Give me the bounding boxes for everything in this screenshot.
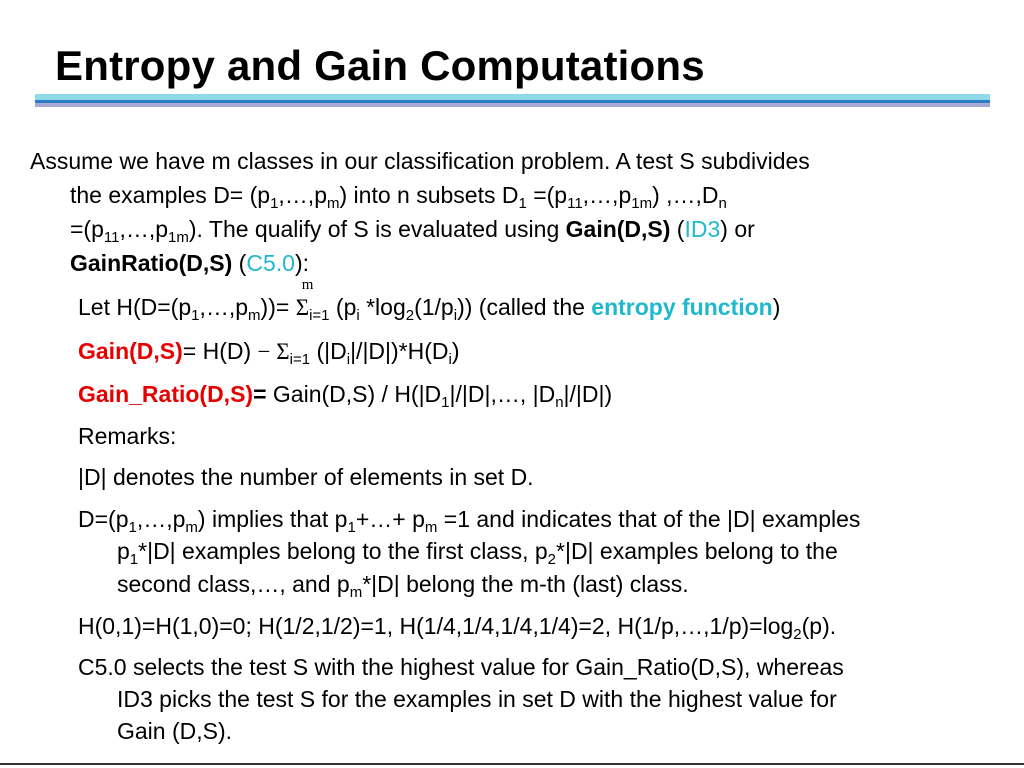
gain-formula: Gain(D,S)= $H(D) - \Sigma_{i=1}$ $(|D_i|/|D|)*H(D_i)$ bbox=[78, 338, 460, 368]
intro-line-2: the examples $D= (p_1,\dots,p_m)$ into n subsets $D_1$ $=(p_{11},\dots,p_{1m})$ $,\dots,D_n$ bbox=[70, 182, 727, 212]
entropy-function-term: entropy function bbox=[591, 294, 773, 320]
remark-c50-id3-line-2: ID3 picks the test S for the examples in set D with the highest value for bbox=[117, 686, 837, 712]
title-underline-lavender bbox=[35, 103, 990, 107]
c50-label: C5.0 bbox=[246, 250, 295, 276]
remark-c50-id3-line-1: C5.0 selects the test S with the highest value for Gain_Ratio(D,S), whereas bbox=[78, 654, 844, 680]
gain-ratio-formula: Gain_Ratio(D,S)= Gain(D,S) / $H(|D_1|/|D|,\dots$, $|D_n|/|D|$) bbox=[78, 381, 613, 411]
remarks-heading: Remarks: bbox=[78, 423, 177, 449]
entropy-definition: Let $H(D=(p_1,\dots,p_m))=$ m $\Sigma_{i=1}$ ($p_i$ $*\log_2(1/p_i)$) (called the entropy function) bbox=[78, 277, 781, 324]
remark-entropy-examples: H(0,1)=H(1,0)=0; H(1/2,1/2)=1, H(1/4,1/4,1/4,1/4)=2, $H(1/p,\dots,1/p)=\log_2(p)$. bbox=[78, 613, 837, 643]
id3-label: ID3 bbox=[684, 216, 721, 242]
footer-divider bbox=[0, 763, 1024, 765]
sigma-symbol: Σ bbox=[295, 295, 310, 320]
remark-distribution-line-3: second class,…, and $p_m*|D|$ belong the m-th (last) class. bbox=[117, 571, 689, 601]
remark-set-size: |D| denotes the number of elements in set D. bbox=[78, 464, 534, 490]
intro-line-1: Assume we have m classes in our classification problem. A test S subdivides bbox=[30, 148, 810, 174]
gain-term: Gain(D,S) bbox=[565, 216, 671, 242]
gain-ratio-label: Gain_Ratio(D,S) bbox=[78, 381, 254, 407]
intro-line-4: GainRatio(D,S) (C5.0): bbox=[70, 250, 309, 276]
gain-label: Gain(D,S) bbox=[78, 338, 183, 364]
remark-distribution-line-1: $D=(p_1,\dots,p_m)$ implies that $p_1+\dots+ p_m =1$ and indicates that of the |D| examples bbox=[78, 506, 861, 536]
intro-line-3: $=(p_{11},\dots,p_{1m})$. The qualify of S is evaluated using Gain(D,S) (ID3) or bbox=[70, 216, 755, 246]
gainratio-term: GainRatio(D,S) bbox=[70, 250, 233, 276]
remark-distribution-line-2: $p_1*|D|$ examples belong to the first class, $p_2*|D|$ examples belong to the bbox=[117, 538, 838, 568]
slide-title: Entropy and Gain Computations bbox=[55, 42, 705, 89]
remark-c50-id3-line-3: Gain (D,S). bbox=[117, 718, 233, 744]
